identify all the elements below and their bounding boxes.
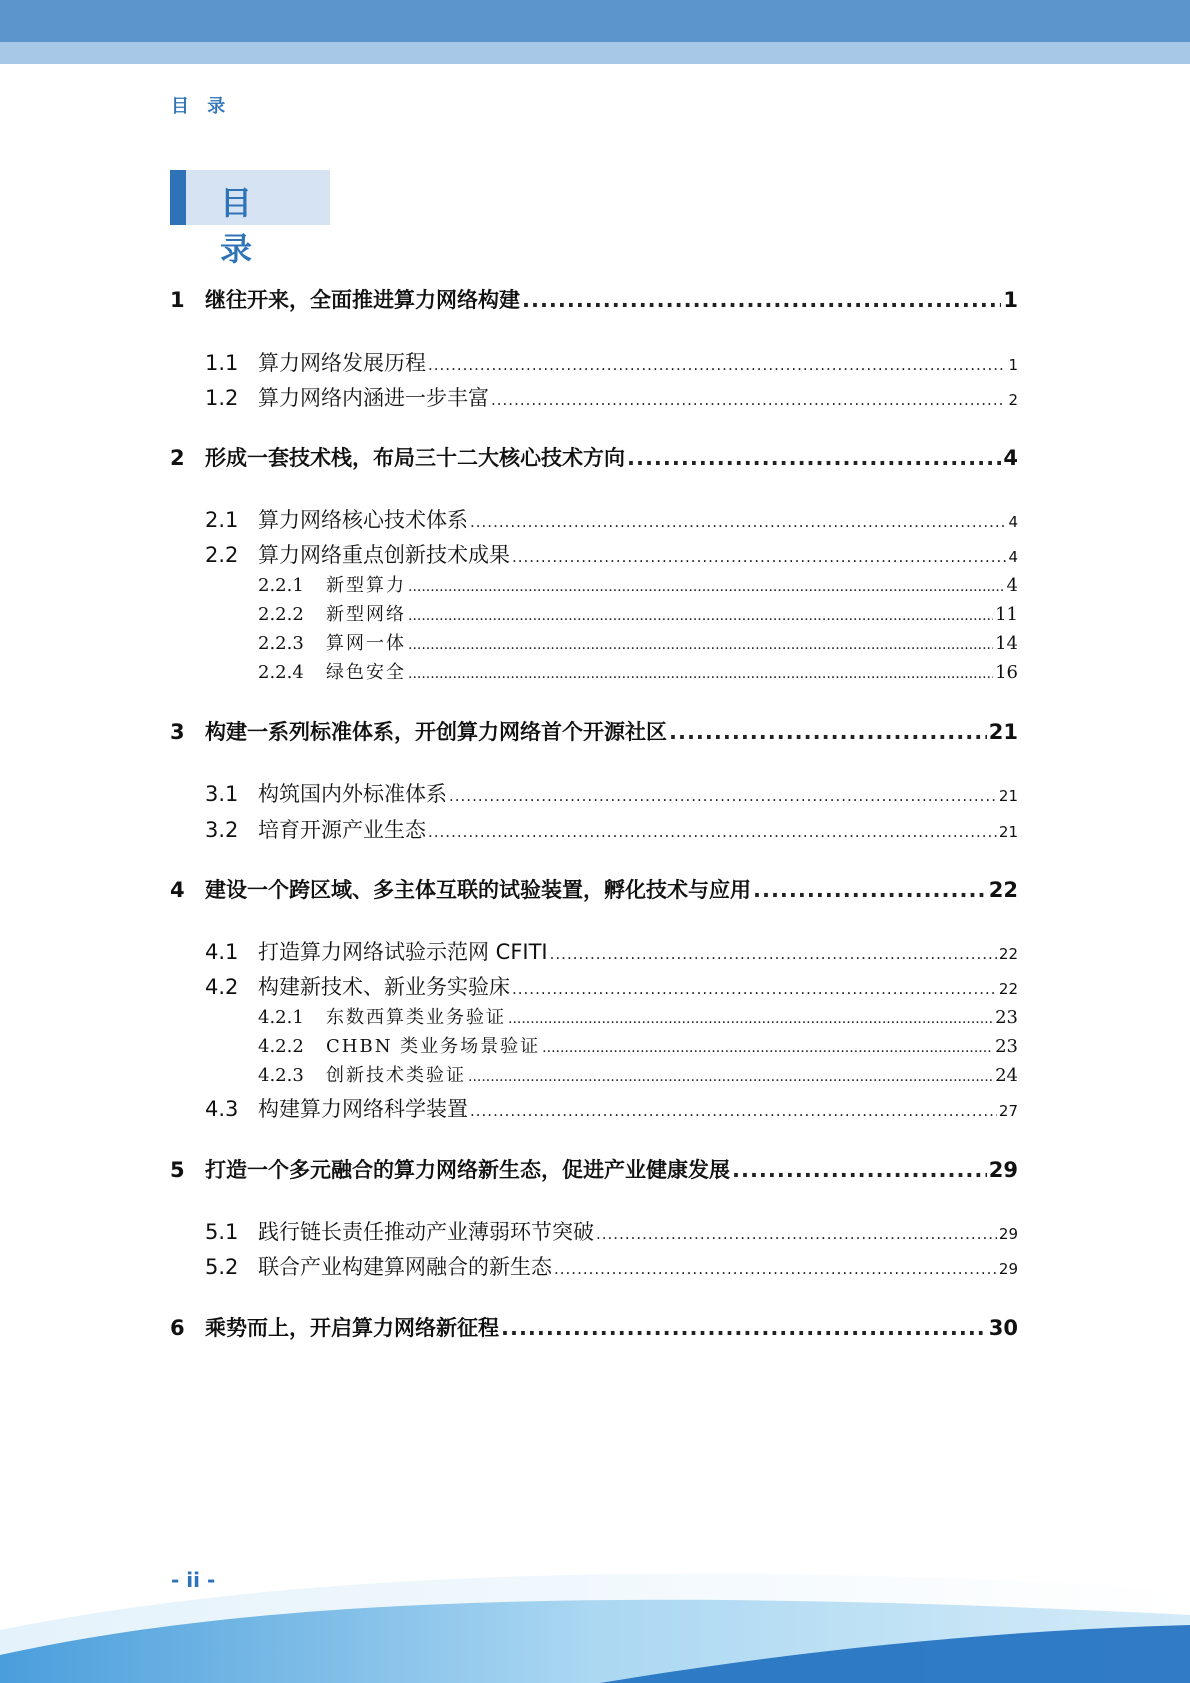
- toc-entry-4-1[interactable]: [170, 936, 1018, 966]
- toc-entry-number: 3.1: [205, 782, 239, 806]
- toc-entry-number: 4.1: [205, 940, 239, 964]
- toc-entry-number: 2.2: [205, 543, 239, 567]
- toc-entry-5-2[interactable]: [170, 1251, 1018, 1281]
- toc-dot-leader: [732, 1158, 987, 1182]
- toc-entry-3-1[interactable]: [170, 778, 1018, 808]
- toc-entry-number: 1: [170, 288, 185, 312]
- toc-entry-number: 4.3: [205, 1097, 239, 1121]
- toc-dot-leader: [669, 720, 987, 744]
- toc-entry-4-2-3[interactable]: [170, 1061, 1018, 1087]
- toc-dot-leader: [550, 945, 997, 963]
- toc-entry-page: 24: [995, 1065, 1018, 1086]
- toc-entry-2-2-2[interactable]: [170, 600, 1018, 626]
- page-number: - ii -: [171, 1568, 216, 1592]
- toc-entry-page: 22: [998, 945, 1018, 963]
- toc-dot-leader: [753, 878, 987, 902]
- toc-entry-4-2[interactable]: [170, 971, 1018, 1001]
- toc-dot-leader: [449, 787, 997, 805]
- toc-entry-page: 21: [998, 823, 1018, 841]
- toc-entry-title: 算力网络核心技术体系: [258, 508, 468, 532]
- toc-entry-page: 29: [998, 1225, 1018, 1243]
- toc-entry-title: 构建算力网络科学装置: [258, 1097, 468, 1121]
- toc-entry-page: 4: [1008, 513, 1018, 531]
- toc-entry-2-1[interactable]: [170, 504, 1018, 534]
- toc-dot-leader: [470, 513, 1006, 531]
- toc-entry-number: 2.2.4: [258, 662, 304, 683]
- toc-entry-title: 构建一系列标准体系，开创算力网络首个开源社区: [205, 720, 667, 744]
- toc-entry-4-2-1[interactable]: [170, 1003, 1018, 1029]
- toc-entry-page: 30: [988, 1316, 1018, 1340]
- toc-entry-number: 2: [170, 446, 185, 470]
- toc-entry-number: 6: [170, 1316, 185, 1340]
- page-title: 目 录: [220, 184, 267, 268]
- toc-dot-leader: [408, 608, 993, 624]
- toc-entry-2[interactable]: [170, 442, 1018, 472]
- toc-entry-page: 16: [995, 662, 1018, 683]
- toc-entry-title: 构建新技术、新业务实验床: [258, 975, 510, 999]
- toc-entry-number: 1.1: [205, 351, 239, 375]
- toc-entry-number: 4.2.2: [258, 1036, 304, 1057]
- toc-dot-leader: [508, 1011, 993, 1027]
- toc-entry-page: 21: [988, 720, 1018, 744]
- toc-entry-title: 算力网络重点创新技术成果: [258, 543, 510, 567]
- toc-dot-leader: [428, 823, 997, 841]
- toc-dot-leader: [470, 1102, 997, 1120]
- toc-entry-2-2-1[interactable]: [170, 571, 1018, 597]
- toc-entry-1-2[interactable]: [170, 382, 1018, 412]
- toc-entry-number: 5.1: [205, 1220, 239, 1244]
- toc-entry-number: 4: [170, 878, 185, 902]
- toc-entry-title: 算力网络发展历程: [258, 351, 426, 375]
- toc-entry-page: 22: [998, 980, 1018, 998]
- toc-entry-page: 21: [998, 787, 1018, 805]
- toc-entry-number: 2.2.3: [258, 633, 304, 654]
- toc-entry-title: 打造一个多元融合的算力网络新生态，促进产业健康发展: [205, 1158, 730, 1182]
- toc-entry-title: 践行链长责任推动产业薄弱环节突破: [258, 1220, 594, 1244]
- toc-entry-number: 4.2.3: [258, 1065, 304, 1086]
- toc-entry-1[interactable]: [170, 284, 1018, 314]
- toc-entry-title: 新型网络: [326, 604, 406, 625]
- toc-entry-title: 创新技术类验证: [326, 1065, 466, 1086]
- toc-entry-page: 22: [988, 878, 1018, 902]
- toc-entry-page: 23: [995, 1036, 1018, 1057]
- toc-entry-3[interactable]: [170, 716, 1018, 746]
- toc-dot-leader: [554, 1260, 997, 1278]
- toc-entry-number: 5: [170, 1158, 185, 1182]
- toc-entry-5[interactable]: [170, 1154, 1018, 1184]
- toc-entry-number: 3: [170, 720, 185, 744]
- toc-entry-page: 29: [988, 1158, 1018, 1182]
- toc-entry-page: 11: [995, 604, 1018, 625]
- toc-entry-title: 构筑国内外标准体系: [258, 782, 447, 806]
- toc-entry-title: 算网一体: [326, 633, 406, 654]
- toc-entry-number: 2.1: [205, 508, 239, 532]
- toc-entry-page: 29: [998, 1260, 1018, 1278]
- toc-entry-number: 1.2: [205, 386, 239, 410]
- toc-entry-1-1[interactable]: [170, 347, 1018, 377]
- toc-entry-number: 3.2: [205, 818, 239, 842]
- toc-dot-leader: [512, 548, 1006, 566]
- toc-dot-leader: [408, 579, 1005, 595]
- toc-entry-page: 2: [1008, 391, 1018, 409]
- toc-entry-4-2-2[interactable]: [170, 1032, 1018, 1058]
- toc-entry-2-2-3[interactable]: [170, 629, 1018, 655]
- toc-entry-number: 2.2.2: [258, 604, 304, 625]
- toc-entry-number: 4.2.1: [258, 1007, 304, 1028]
- toc-entry-title: 乘势而上，开启算力网络新征程: [205, 1316, 499, 1340]
- toc-entry-4[interactable]: [170, 874, 1018, 904]
- toc-entry-title: 形成一套技术栈，布局三十二大核心技术方向: [205, 446, 625, 470]
- toc-entry-4-3[interactable]: [170, 1093, 1018, 1123]
- toc-entry-page: 1: [1008, 356, 1018, 374]
- toc-entry-page: 4: [1003, 446, 1018, 470]
- toc-entry-6[interactable]: [170, 1312, 1018, 1342]
- toc-entry-page: 1: [1003, 288, 1018, 312]
- toc-entry-title: 继往开来，全面推进算力网络构建: [205, 288, 520, 312]
- toc-dot-leader: [468, 1069, 993, 1085]
- toc-entry-page: 4: [1006, 575, 1018, 596]
- toc-dot-leader: [522, 288, 1001, 312]
- toc-dot-leader: [596, 1225, 997, 1243]
- toc-dot-leader: [512, 980, 997, 998]
- toc-entry-title: 建设一个跨区域、多主体互联的试验装置，孵化技术与应用: [205, 878, 751, 902]
- toc-entry-page: 27: [998, 1102, 1018, 1120]
- toc-entry-page: 4: [1008, 548, 1018, 566]
- toc-entry-title: 算力网络内涵进一步丰富: [258, 386, 489, 410]
- toc-dot-leader: [491, 391, 1006, 409]
- toc-entry-page: 23: [995, 1007, 1018, 1028]
- toc-dot-leader: [408, 666, 993, 682]
- running-header: 目 录: [171, 96, 232, 117]
- toc-entry-title: 绿色安全: [326, 662, 406, 683]
- toc-dot-leader: [501, 1316, 987, 1340]
- footer-wave-decoration: [0, 1560, 1190, 1683]
- toc-entry-3-2[interactable]: [170, 814, 1018, 844]
- toc-entry-number: 4.2: [205, 975, 239, 999]
- toc-entry-title: 打造算力网络试验示范网 CFITI: [258, 940, 548, 964]
- toc-entry-title: CHBN 类业务场景验证: [326, 1036, 541, 1057]
- toc-dot-leader: [428, 356, 1006, 374]
- toc-entry-title: 培育开源产业生态: [258, 818, 426, 842]
- toc-dot-leader: [627, 446, 1001, 470]
- toc-entry-number: 5.2: [205, 1255, 239, 1279]
- toc-entry-title: 东数西算类业务验证: [326, 1007, 506, 1028]
- toc-entry-number: 2.2.1: [258, 575, 304, 596]
- toc-dot-leader: [542, 1040, 993, 1056]
- toc-entry-5-1[interactable]: [170, 1216, 1018, 1246]
- toc-dot-leader: [408, 637, 993, 653]
- toc-entry-title: 联合产业构建算网融合的新生态: [258, 1255, 552, 1279]
- toc-entry-title: 新型算力: [326, 575, 406, 596]
- toc-entry-page: 14: [995, 633, 1018, 654]
- toc-entry-2-2-4[interactable]: [170, 658, 1018, 684]
- toc-entry-2-2[interactable]: [170, 539, 1018, 569]
